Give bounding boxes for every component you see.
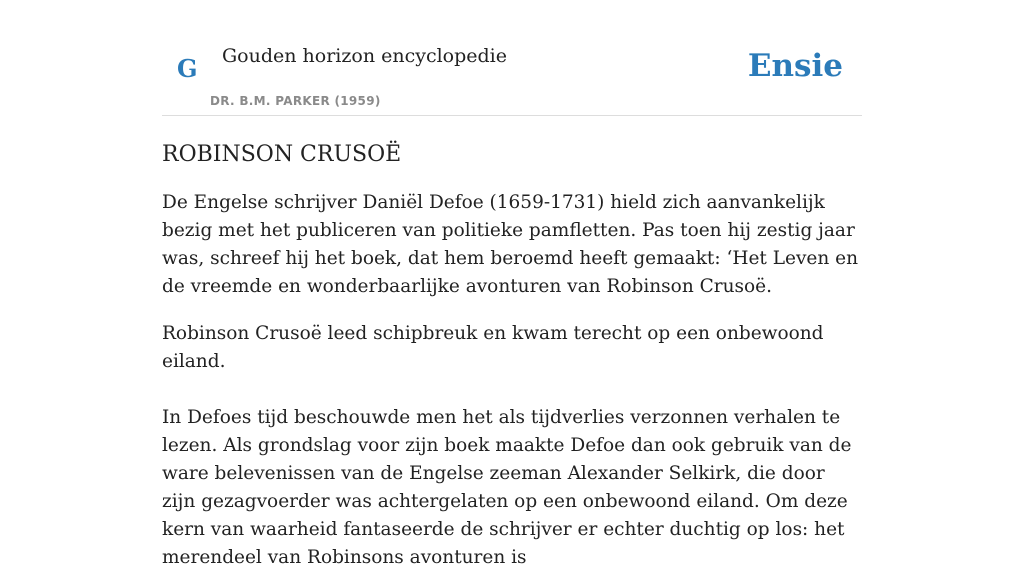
source-author: DR. B.M. PARKER (1959) [210, 94, 381, 108]
source-header [162, 0, 862, 116]
article-paragraph: In Defoes tijd beschouwde men het als tijdverlies verzonnen verhalen te lezen. Als grondslag voor zijn boek maakte Defoe dan ook gebruik van de ware belevenissen van de Engelse zeeman Alexander Selkirk, die door zijn gezagvoerder was achtergelaten op een onbewoond eiland. Om deze kern van waarheid fantaseerde de schrijver er echter duchtig op los: het merendeel van Robinsons avonturen is [162, 407, 852, 568]
source-logo-icon[interactable]: G [177, 54, 198, 83]
source-title[interactable]: Gouden horizon encyclopedie [222, 45, 507, 67]
article-paragraph: Robinson Crusoë leed schipbreuk en kwam terecht op een onbewoond eiland. [162, 323, 824, 372]
article [162, 142, 862, 572]
article-title: ROBINSON CRUSOË [162, 142, 402, 167]
page [162, 0, 862, 572]
article-paragraph: De Engelse schrijver Daniël Defoe (1659-1731) hield zich aanvankelijk bezig met het publiceren van politieke pamfletten. Pas toen hij zestig jaar was, schreef hij het boek, dat hem beroemd heeft gemaakt: ‘Het Leven en de vreemde en wonderbaarlijke avonturen van Robinson Crusoë. [162, 192, 859, 297]
ensie-logo[interactable]: Ensie [747, 48, 843, 84]
